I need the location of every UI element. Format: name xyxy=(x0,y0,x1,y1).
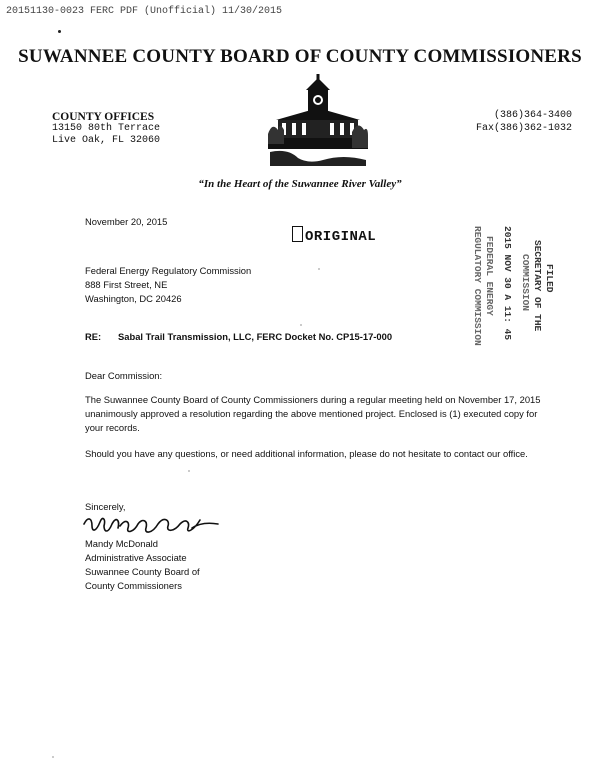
scan-mark xyxy=(58,30,61,33)
filed-stamp-line: FILED xyxy=(544,264,555,293)
recipient-line: 888 First Street, NE xyxy=(85,279,168,290)
recipient-address xyxy=(85,264,251,306)
re-subject: Sabal Trail Transmission, LLC, FERC Docket No. CP15-17-000 xyxy=(118,331,393,342)
letterhead-organization: SUWANNEE COUNTY BOARD OF COUNTY COMMISSIONERS xyxy=(18,46,582,67)
address-line-1: 13150 80th Terrace xyxy=(52,123,161,134)
recipient-line: Washington, DC 20426 xyxy=(85,293,182,304)
scan-speck xyxy=(318,268,320,270)
fax-number: Fax(386)362-1032 xyxy=(475,123,572,134)
filed-stamp-line: REGULATORY COMMISSION xyxy=(472,226,483,346)
filed-stamp-line: FEDERAL ENERGY xyxy=(484,236,495,316)
signer-name: Mandy McDonald xyxy=(85,538,158,549)
signer-block xyxy=(85,537,200,593)
original-stamp-text: ORIGINAL xyxy=(305,229,377,245)
letterhead-tagline: “In the Heart of the Suwannee River Valley” xyxy=(198,178,402,190)
stamp-box-icon xyxy=(292,226,303,242)
filed-stamp-line: COMMISSION xyxy=(520,254,531,312)
letter-date: November 20, 2015 xyxy=(85,216,168,227)
scan-speck xyxy=(52,756,54,758)
original-stamp xyxy=(292,226,376,245)
re-label: RE: xyxy=(85,331,102,342)
filed-stamp-line: SECRETARY OF THE xyxy=(532,240,543,332)
signer-title: Administrative Associate xyxy=(85,552,187,563)
address-line-2: Live Oak, FL 32060 xyxy=(52,135,161,146)
body-paragraph: Should you have any questions, or need additional information, please do not hesitate to contact our office. xyxy=(85,448,528,459)
signer-org: Suwannee County Board of xyxy=(85,566,200,577)
body-paragraph: The Suwannee County Board of County Commissioners during a regular meeting held on November 17, 2015 unanimously approved a resolution regarding the above mentioned project. Enclosed is (1) executed copy for your records. xyxy=(85,394,541,433)
salutation: Dear Commission: xyxy=(85,370,163,381)
signer-org: County Commissioners xyxy=(85,580,182,591)
recipient-line: Federal Energy Regulatory Commission xyxy=(85,265,252,276)
county-offices-title: COUNTY OFFICES xyxy=(52,111,155,123)
phone-number: (386)364-3400 xyxy=(493,110,572,121)
closing: Sincerely, xyxy=(85,501,126,512)
filed-stamp xyxy=(425,226,565,346)
scan-speck xyxy=(188,470,190,472)
scan-speck xyxy=(300,324,302,326)
document-header-banner: 20151130-0023 FERC PDF (Unofficial) 11/30/2015 xyxy=(6,6,283,17)
filed-stamp-line: 2015 NOV 30 A 11: 45 xyxy=(502,226,513,341)
courthouse-icon xyxy=(268,74,368,166)
